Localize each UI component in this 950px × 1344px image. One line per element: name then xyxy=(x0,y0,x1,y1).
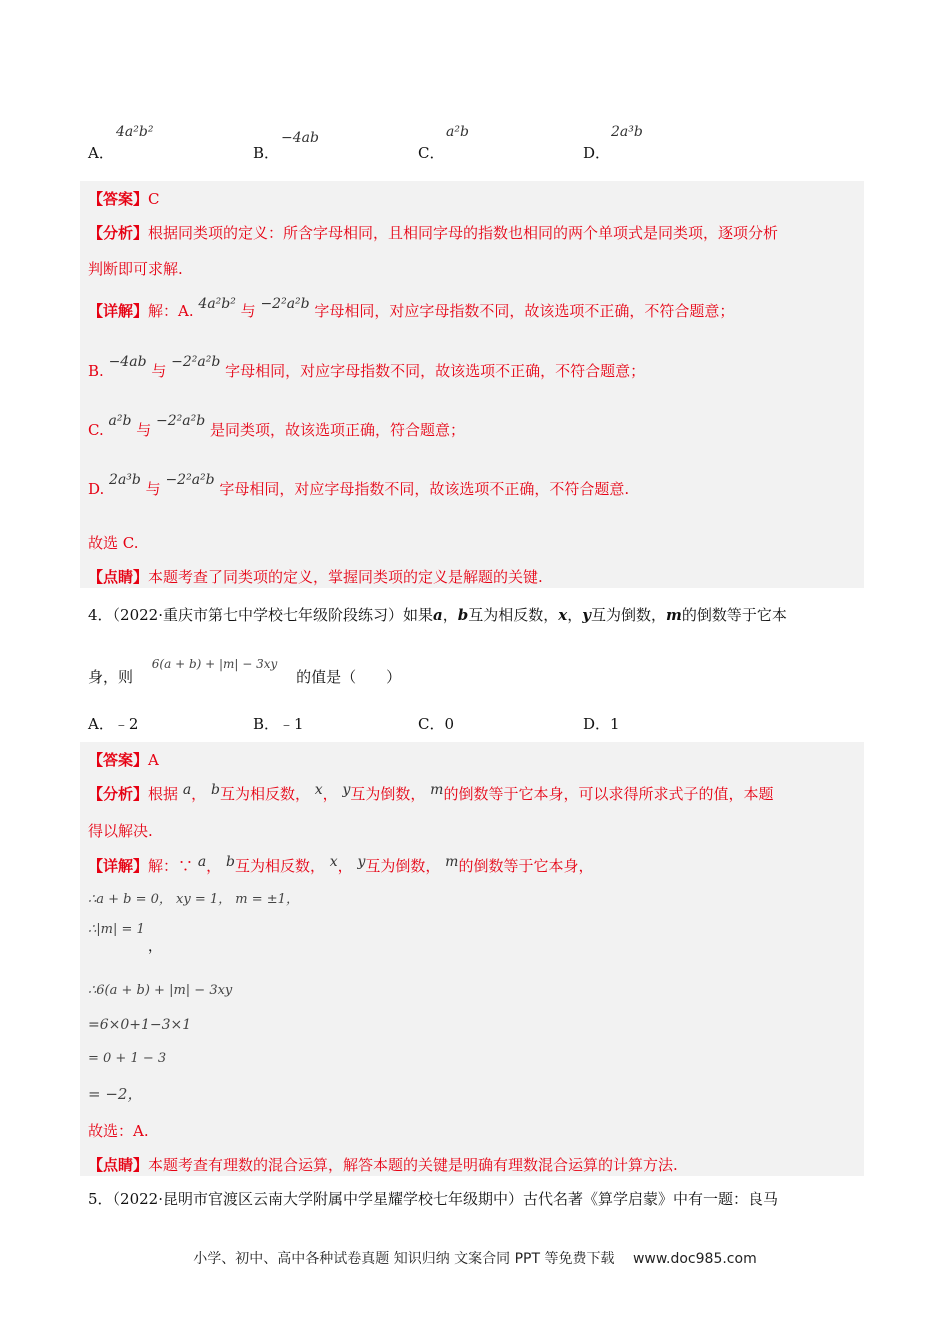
q4-answer: 【答案】A xyxy=(88,751,159,769)
q4-comment: 【点睛】本题考查有理数的混合运算，解答本题的关键是明确有理数混合运算的计算方法. xyxy=(88,1156,678,1174)
page-footer xyxy=(0,1248,950,1268)
q4-options xyxy=(88,713,868,735)
q4-step2-tail: ， xyxy=(148,939,162,955)
footer-site: www.doc985.com xyxy=(632,1251,757,1267)
q5-stem-line1: 5．（2022·昆明市官渡区云南大学附属中学星耀学校七年级期中）古代名著《算学启蒙》中有一题：良马 xyxy=(88,1190,778,1208)
q4-step4: =6×0+1−3×1 xyxy=(88,1017,192,1033)
q3-answer: 【答案】C xyxy=(88,190,160,208)
q4-detail: 【详解】解：∵ a， b互为相反数， x， y互为倒数， m的倒数等于它本身， xyxy=(88,854,594,875)
q4-solution-box xyxy=(80,742,864,1176)
q3-analysis-line2: 判断即可求解. xyxy=(88,260,183,278)
q3-comment: 【点睛】本题考查了同类项的定义，掌握同类项的定义是解题的关键. xyxy=(88,568,543,586)
q4-analysis-line2: 得以解决. xyxy=(88,822,153,840)
q4-step1: ∴a + b = 0， xy = 1， m = ±1， xyxy=(88,892,299,907)
q4-conclusion: 故选：A. xyxy=(88,1122,149,1140)
q4-step2: ∴|m| = 1 xyxy=(88,922,145,937)
q3-detail-d: D. 2a³b 与 −2²a²b 字母相同，对应字母指数不同，故该选项不正确，不符合题意. xyxy=(88,472,630,498)
q4-analysis: 【分析】根据 a， b互为相反数， x， y互为倒数， m的倒数等于它本身，可以求得所求式子的值，本题 xyxy=(88,782,774,803)
q3-detail-c: C. a²b 与 −2²a²b 是同类项，故该选项正确，符合题意； xyxy=(88,413,465,439)
q3-conclusion: 故选 C. xyxy=(88,534,139,552)
q4-option-b: B．﹣1 xyxy=(253,715,304,733)
q4-step6: = −2， xyxy=(88,1085,143,1103)
q3-detail-a: 【详解】解：A. 4a²b² 与 −2²a²b 字母相同，对应字母指数不同，故该选项不正确，不符合题意； xyxy=(88,296,735,320)
q3-options: A． 4a²b² B． −4ab C． a²b D． 2a³b xyxy=(88,124,643,162)
q3-analysis: 【分析】根据同类项的定义：所含字母相同，且相同字母的指数也相同的两个单项式是同类项，逐项分析 xyxy=(88,224,779,242)
q3-detail-b: B. −4ab 与 −2²a²b 字母相同，对应字母指数不同，故该选项不正确，不符合题意； xyxy=(88,354,646,380)
q4-stem-line2: 身，则 $^{6(a + b) + |m| - 3xy}$ 的值是（ ） xyxy=(88,657,402,686)
q4-step3: ∴6(a + b) + |m| − 3xy xyxy=(88,983,233,998)
q4-step5: = 0 + 1 − 3 xyxy=(88,1051,167,1066)
q4-option-d: D．1 xyxy=(583,715,620,733)
q4-option-c: C．0 xyxy=(418,715,455,733)
q4-stem-line1: 4．（2022·重庆市第七中学校七年级阶段练习）如果a，b互为相反数，x，y互为倒数，m的倒数等于它本 xyxy=(88,606,787,624)
footer-text: 小学、初中、高中各种试卷真题 知识归纳 文案合同 PPT 等免费下载 xyxy=(193,1251,615,1267)
q4-option-a: A．﹣2 xyxy=(88,715,139,733)
